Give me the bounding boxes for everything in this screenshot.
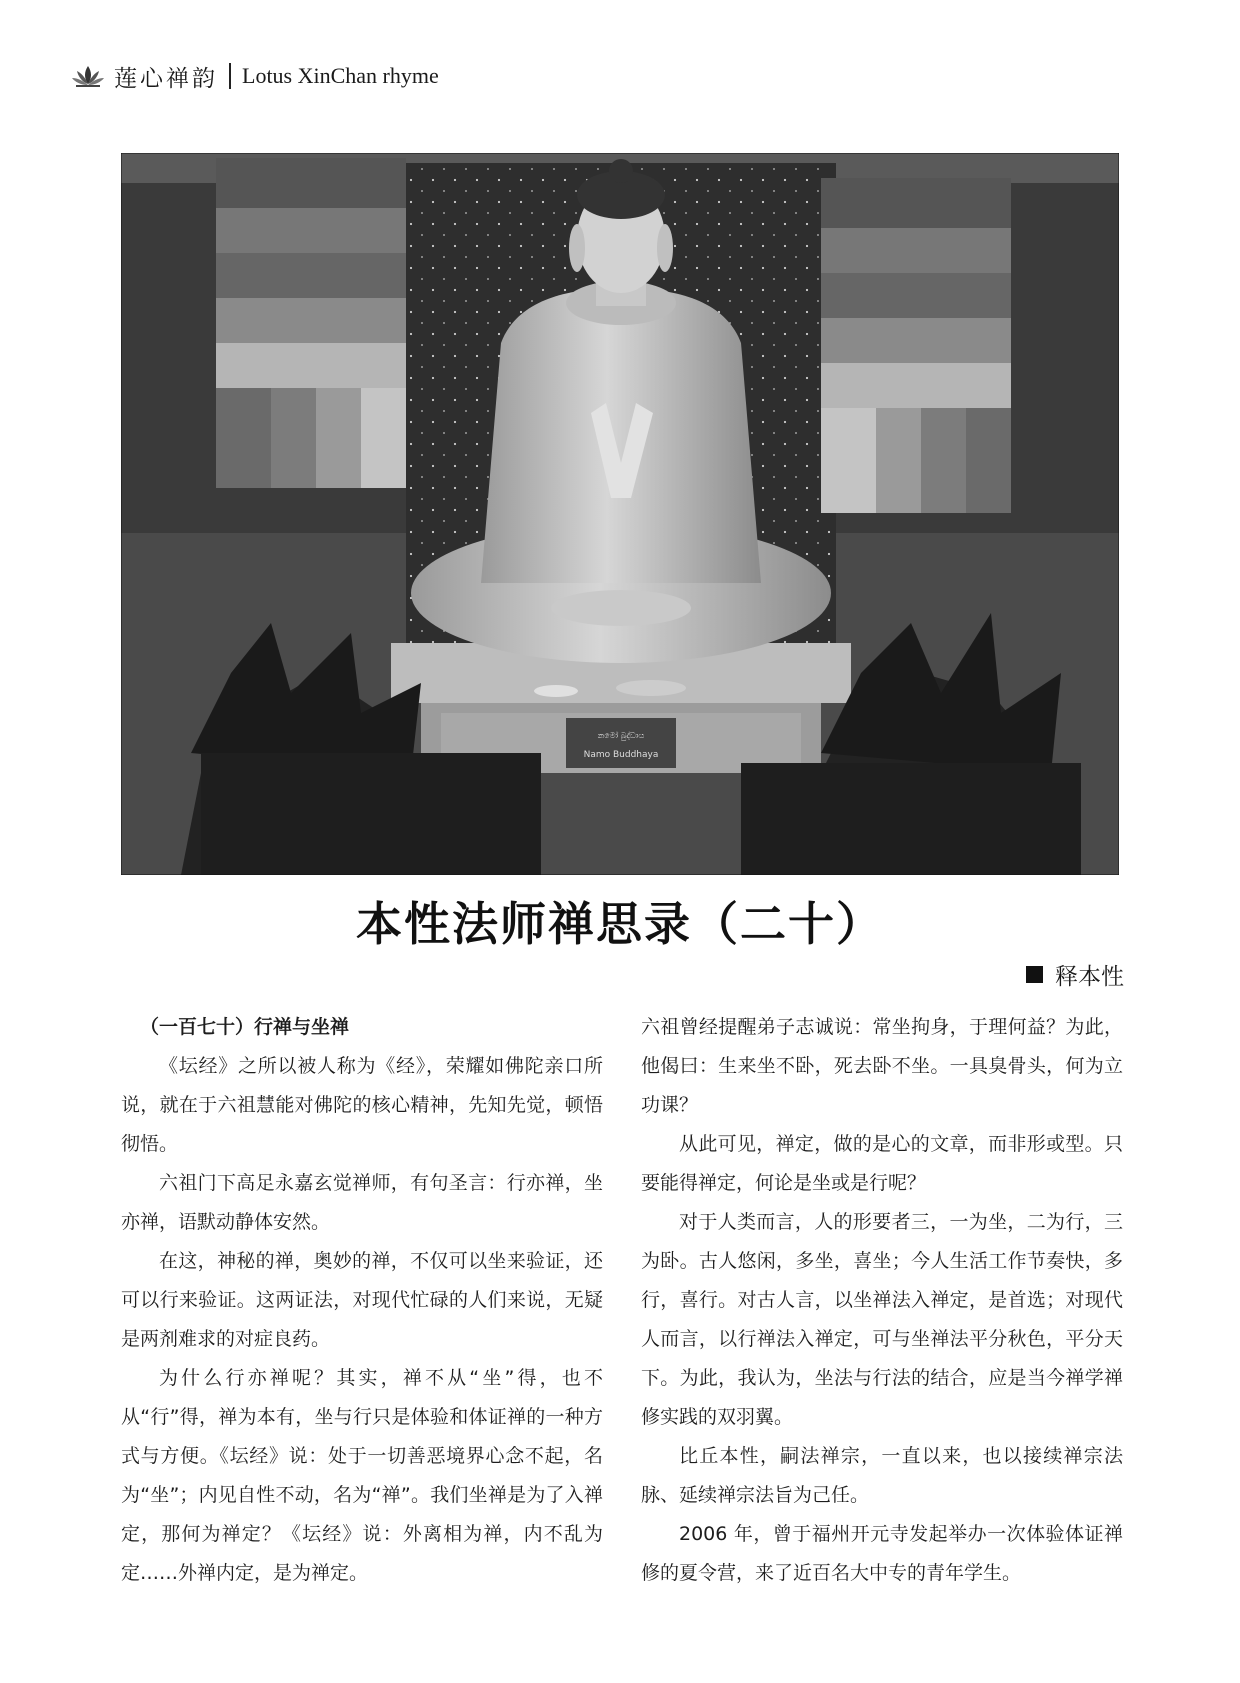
author-name: 释本性 xyxy=(1055,964,1124,990)
lotus-icon xyxy=(70,63,106,89)
left-column xyxy=(121,1008,603,1593)
svg-text:නමෝ බුද්ධාය: නමෝ බුද්ධාය xyxy=(597,731,645,740)
paragraph: 比丘本性，嗣法禅宗，一直以来，也以接续禅宗法脉、延续禅宗法旨为己任。 xyxy=(641,1445,1123,1506)
header-title-en: Lotus XinChan rhyme xyxy=(242,63,439,88)
section-heading: （一百七十）行禅与坐禅 xyxy=(140,1016,350,1038)
buddha-statue-photo xyxy=(121,153,1119,875)
paragraph: 从此可见，禅定，做的是心的文章，而非形或型。只要能得禅定，何论是坐或是行呢？ xyxy=(641,1133,1123,1194)
author-line xyxy=(1026,958,1124,991)
paragraph: 《坛经》之所以被人称为《经》，荣耀如佛陀亲口所说，就在于六祖慧能对佛陀的核心精神，先知先觉，顿悟彻悟。 xyxy=(121,1055,603,1155)
running-header xyxy=(70,56,439,96)
paragraph: 六祖曾经提醒弟子志诚说：常坐拘身，于理何益？为此，他偈曰：生来坐不卧，死去卧不坐。一具臭骨头，何为立功课？ xyxy=(641,1016,1123,1116)
paragraph: 六祖门下高足永嘉玄觉禅师，有句圣言：行亦禅，坐亦禅，语默动静体安然。 xyxy=(121,1172,603,1233)
header-title-cn: 莲心禅韵 xyxy=(114,65,218,92)
paragraph: 在这，神秘的禅，奥妙的禅，不仅可以坐来验证，还可以行来验证。这两证法，对现代忙碌的人们来说，无疑是两剂难求的对症良药。 xyxy=(121,1250,603,1350)
paragraph: 2006 年，曾于福州开元寺发起举办一次体验体证禅修的夏令营，来了近百名大中专的青年学生。 xyxy=(641,1523,1123,1584)
paragraph: 对于人类而言，人的形要者三，一为坐，二为行，三为卧。古人悠闲，多坐，喜坐；今人生活工作节奏快，多行，喜行。对古人言，以坐禅法入禅定，是首选；对现代人而言，以行禅法入禅定，可与坐禅法平分秋色，平分天下。为此，我认为，坐法与行法的结合，应是当今禅学禅修实践的双羽翼。 xyxy=(641,1211,1123,1428)
svg-text:Namo Buddhaya: Namo Buddhaya xyxy=(583,750,659,760)
right-buddhist-flag xyxy=(821,178,1011,513)
paragraph: 为什么行亦禅呢？其实，禅不从“坐”得，也不从“行”得，禅为本有，坐与行只是体验和体证禅的一种方式与方便。《坛经》说：处于一切善恶境界心念不起，名为“坐”；内见自性不动，名为“禅”。我们坐禅是为了入禅定，那何为禅定？《坛经》说：外离相为禅，内不乱为定……外禅内定，是为禅定。 xyxy=(121,1367,603,1584)
square-bullet-icon xyxy=(1026,966,1043,983)
article-title: 本性法师禅思录（二十） xyxy=(356,897,884,951)
right-column xyxy=(641,1008,1123,1593)
header-separator xyxy=(229,63,231,89)
left-buddhist-flag xyxy=(216,158,406,488)
